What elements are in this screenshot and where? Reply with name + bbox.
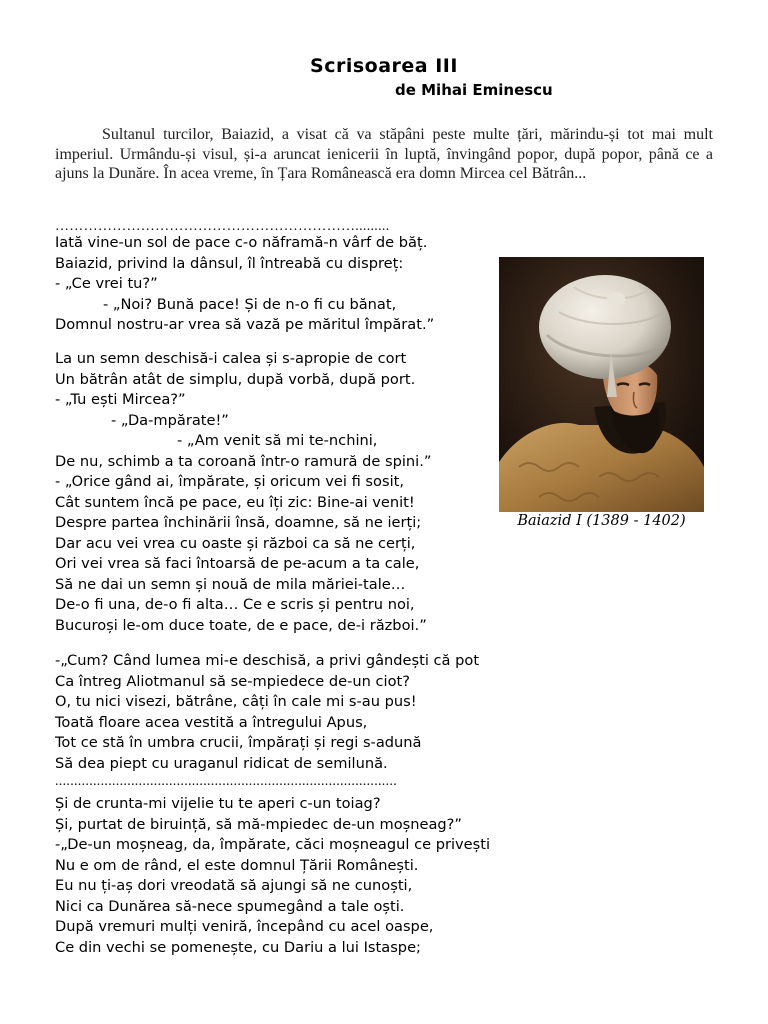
verse-line: Și, purtat de biruință, să mă-mpiedec de-un moșneag?” xyxy=(55,815,462,833)
verse-line: Toată floare acea vestită a întregului Apus, xyxy=(55,713,368,731)
verse-line: Ce din vechi se pomenește, cu Dariu a lui Istaspe; xyxy=(55,938,421,956)
verse-line: - „Orice gând ai, împărate, și oricum vei fi sosit, xyxy=(55,473,404,490)
verse-line: Și de crunta-mi vijelie tu te aperi c-un toiag? xyxy=(55,795,381,812)
verse-line: De nu, schimb a ta coroană într-o ramură de spini.” xyxy=(55,452,432,470)
stanza-3 xyxy=(55,651,525,774)
verse-line: Un bătrân atât de simplu, după vorbă, după port. xyxy=(55,370,416,388)
verse-line: Bucuroși le-om duce toate, de e pace, de-i război.” xyxy=(55,616,427,634)
verse-line: Domnul nostru-ar vrea să vază pe măritul împărat.” xyxy=(55,316,435,333)
stanza-2 xyxy=(55,349,525,636)
stanza-4 xyxy=(55,794,525,958)
verse-line: Cât suntem încă pe pace, eu îți zic: Bine-ai venit! xyxy=(55,493,415,511)
verse-line: Dar acu vei vrea cu oaste și război ca să ne cerți, xyxy=(55,534,416,552)
verse-line: Nici ca Dunărea să-nece spumegând a tale oști. xyxy=(55,897,405,915)
verse-line: -„De-un moșneag, da, împărate, căci moșneagul ce privești xyxy=(55,836,491,853)
verse-line: -„Cum? Când lumea mi-e deschisă, a privi gândești că pot xyxy=(55,652,480,669)
verse-line: Tot ce stă în umbra crucii, împărați și regi s-adună xyxy=(55,734,422,751)
verse-line: Să dea piept cu uraganul ridicat de semilună. xyxy=(55,754,388,772)
verse-line: O, tu nici visezi, bătrâne, câți în cale mi s-au pus! xyxy=(55,693,417,710)
verse-line: - „Am venit să mi te-nchini, xyxy=(177,432,378,449)
stanza-1 xyxy=(55,233,525,336)
verse-line: De-o fi una, de-o fi alta… Ce e scris și pentru noi, xyxy=(55,596,415,613)
verse-line: Iată vine-un sol de pace c-o năframă-n vârf de băț. xyxy=(55,234,428,251)
ellipsis-divider-middle: .......................................................................................... xyxy=(55,774,397,789)
verse-line: - „Tu ești Mircea?” xyxy=(55,391,186,408)
ellipsis-divider-top: ………………………………………………………......... xyxy=(55,219,390,234)
verse-line: Eu nu ți-aș dori vreodată să ajungi să ne cunoști, xyxy=(55,877,413,894)
verse-line: Să ne dai un semn și nouă de mila măriei-tale… xyxy=(55,575,406,593)
poem-author: de Mihai Eminescu xyxy=(395,81,553,99)
verse-line: Despre partea închinării însă, doamne, să ne ierți; xyxy=(55,514,422,531)
baiazid-portrait xyxy=(499,257,704,512)
verse-line: Ori vei vrea să faci întoarsă de pe-acum a ta cale, xyxy=(55,555,420,572)
intro-paragraph: Sultanul turcilor, Baiazid, a visat că va stăpâni peste multe țări, mărindu-și tot mai mult imperiul. Urmându-și visul, și-a aruncat ienicerii în luptă, învingând popor, după popor, până ce a ajuns la Dunăre. În acea vreme, în Țara Românească era domn Mircea cel Bătrân... xyxy=(55,126,713,182)
verse-line: Baiazid, privind la dânsul, îl întreabă cu dispreț: xyxy=(55,254,404,272)
verse-line: După vremuri mulți veniră, începând cu acel oaspe, xyxy=(55,918,434,935)
verse-line: - „Ce vrei tu?” xyxy=(55,275,158,292)
portrait-caption: Baiazid I (1389 - 1402) xyxy=(517,513,686,529)
poem-title: Scrisoarea III xyxy=(310,55,458,77)
verse-line: La un semn deschisă-i calea și s-apropie de cort xyxy=(55,350,407,367)
verse-line: Ca întreg Aliotmanul să se-mpiedece de-un ciot? xyxy=(55,672,411,690)
verse-line: Nu e om de rând, el este domnul Țării Românești. xyxy=(55,856,419,874)
verse-line: - „Da-mpărate!” xyxy=(111,411,229,429)
verse-line: - „Noi? Bună pace! Și de n-o fi cu bănat, xyxy=(103,295,397,313)
